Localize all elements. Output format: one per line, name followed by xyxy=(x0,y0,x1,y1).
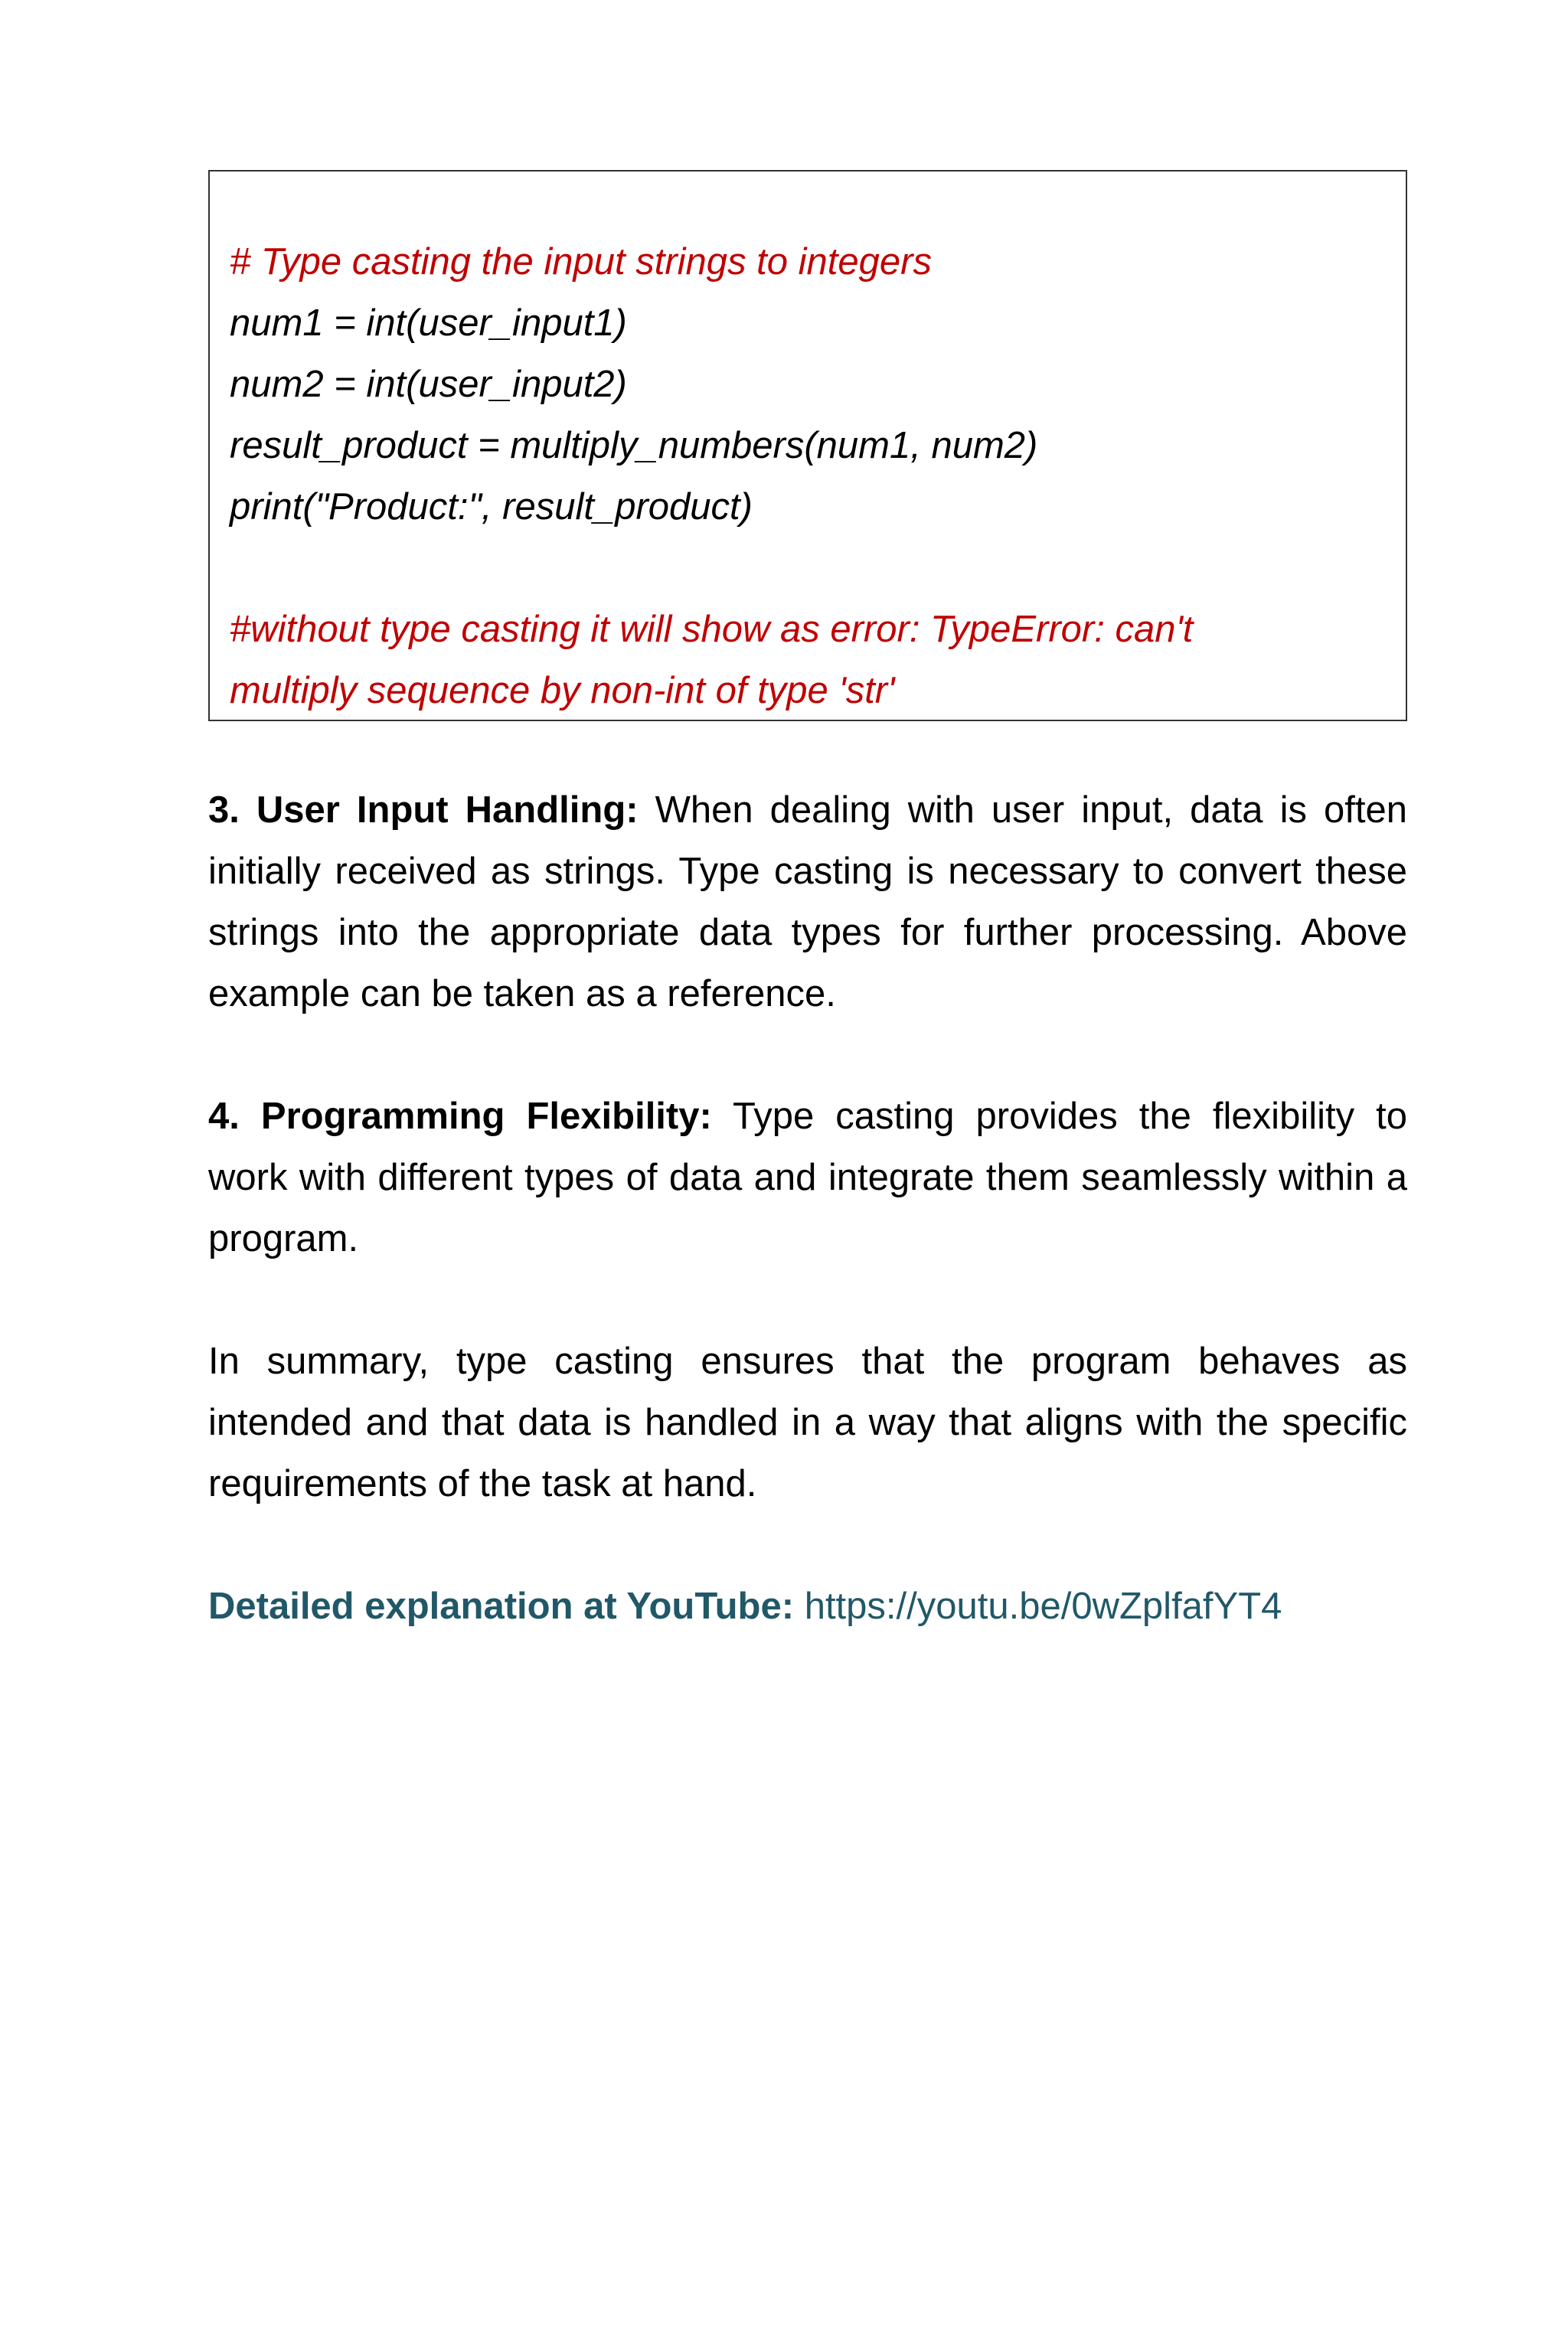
code-line: num1 = int(user_input1) xyxy=(230,302,627,344)
code-comment: multiply sequence by non-int of type 'str' xyxy=(230,670,895,711)
section-body: When dealing with user input, data is often initially received as strings. Type casting is necessary to convert these strings into the appropriate data types for further processing. Above example can be taken as a reference. xyxy=(208,789,1407,1014)
code-comment: # Type casting the input strings to integers xyxy=(230,241,932,283)
paragraph-user-input-handling xyxy=(208,779,1407,1024)
paragraph-summary xyxy=(208,1331,1407,1514)
paragraph-programming-flexibility xyxy=(208,1086,1407,1269)
code-comment: #without type casting it will show as error: TypeError: can't xyxy=(230,609,1194,650)
section-heading: 4. Programming Flexibility: xyxy=(208,1096,712,1137)
youtube-link[interactable]: https://youtu.be/0wZplfafYT4 xyxy=(804,1586,1282,1627)
code-block xyxy=(208,170,1407,721)
code-blank-line xyxy=(230,537,1406,599)
summary-body: In summary, type casting ensures that the program behaves as intended and that data is handled in a way that aligns with the specific requirements of the task at hand. xyxy=(208,1341,1407,1504)
code-line: print("Product:", result_product) xyxy=(230,486,753,528)
youtube-reference xyxy=(208,1576,1282,1637)
section-heading: 3. User Input Handling: xyxy=(208,789,639,831)
code-line: num2 = int(user_input2) xyxy=(230,364,627,405)
section-body: Type casting provides the flexibility to work with different types of data and integrate them seamlessly within a program. xyxy=(208,1096,1407,1259)
youtube-label: Detailed explanation at YouTube: xyxy=(208,1586,795,1627)
code-line: result_product = multiply_numbers(num1, num2) xyxy=(230,425,1038,466)
